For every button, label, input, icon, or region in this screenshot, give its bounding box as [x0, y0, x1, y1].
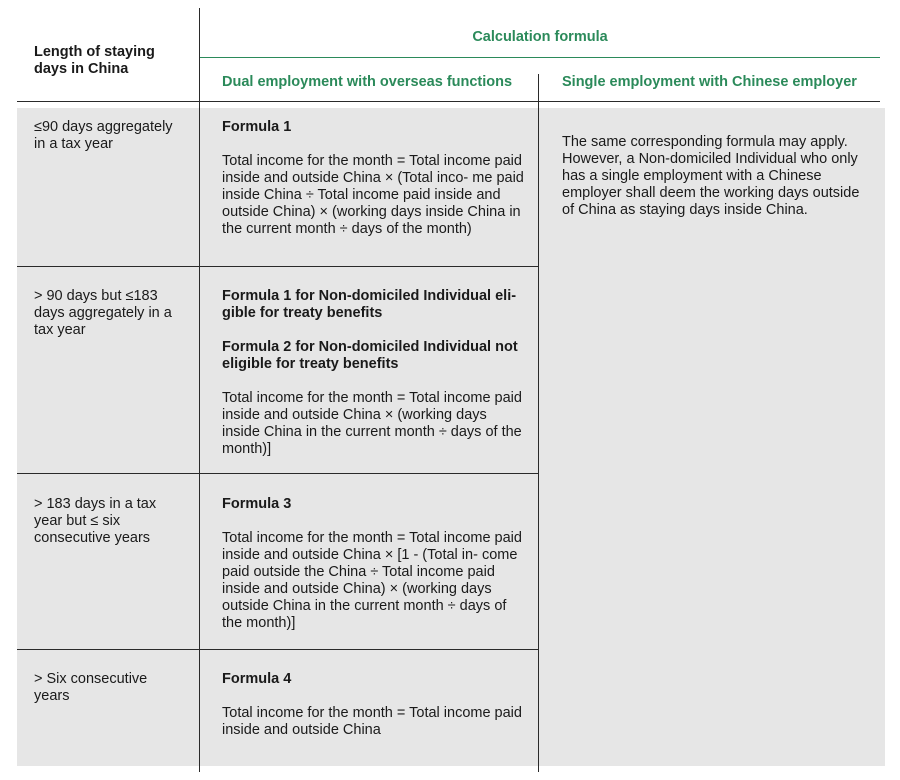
row-3-formula-cell [222, 496, 528, 632]
column-divider-2 [538, 74, 539, 772]
column-divider-1 [199, 8, 200, 772]
header-group-rule [200, 57, 880, 58]
row-3-formula-text: Total income for the month = Total income paid inside and outside China × [1 - (Total in- come paid outside the China ÷ Total income paid inside and outside China) × (working days outside China in the current month ÷ days of the month)] [222, 530, 522, 631]
row-2-formula-name-1: Formula 1 for Non-domiciled Individual eli- gible for treaty benefits [222, 288, 517, 321]
column-header-length-of-stay: Length of staying days in China [34, 44, 155, 77]
row-3-days: > 183 days in a tax year but ≤ six consecutive years [34, 496, 157, 546]
row-2-formula-name-2: Formula 2 for Non-domiciled Individual not eligible for treaty benefits [222, 339, 518, 372]
row-2-days: > 90 days but ≤183 days aggregately in a tax year [34, 288, 172, 338]
row-divider-3 [17, 649, 539, 650]
header-bottom-rule [17, 101, 880, 102]
row-1-formula-name: Formula 1 [222, 119, 292, 135]
column-group-header-calculation-formula: Calculation formula [472, 29, 608, 45]
row-4-formula-name: Formula 4 [222, 671, 292, 687]
row-1-formula-cell [222, 119, 526, 238]
row-1-formula-text: Total income for the month = Total income paid inside and outside China × (Total inco- me paid inside China ÷ Total income paid inside and outside China) × (working days inside China in the current month ÷ days of the month) [222, 153, 524, 237]
row-divider-2 [17, 473, 539, 474]
row-2-formula-text: Total income for the month = Total income paid inside and outside China × (working days inside China in the current month ÷ days of the month)] [222, 390, 522, 457]
row-4-days: > Six consecutive years [34, 671, 148, 704]
row-4-formula-cell [222, 671, 526, 739]
row-divider-1 [17, 266, 539, 267]
column-header-single-employment: Single employment with Chinese employer [562, 74, 857, 90]
row-2-formula-cell [222, 288, 528, 458]
column-header-dual-employment: Dual employment with overseas functions [222, 74, 513, 90]
row-4-formula-text: Total income for the month = Total income paid inside and outside China [222, 705, 522, 738]
row-3-formula-name: Formula 3 [222, 496, 292, 512]
row-1-days: ≤90 days aggregately in a tax year [34, 119, 173, 152]
single-employment-note: The same corresponding formula may apply. However, a Non-domiciled Individual who only has a single employment with a Chinese employer shall deem the working days outside of China as staying days inside China. [562, 134, 860, 218]
